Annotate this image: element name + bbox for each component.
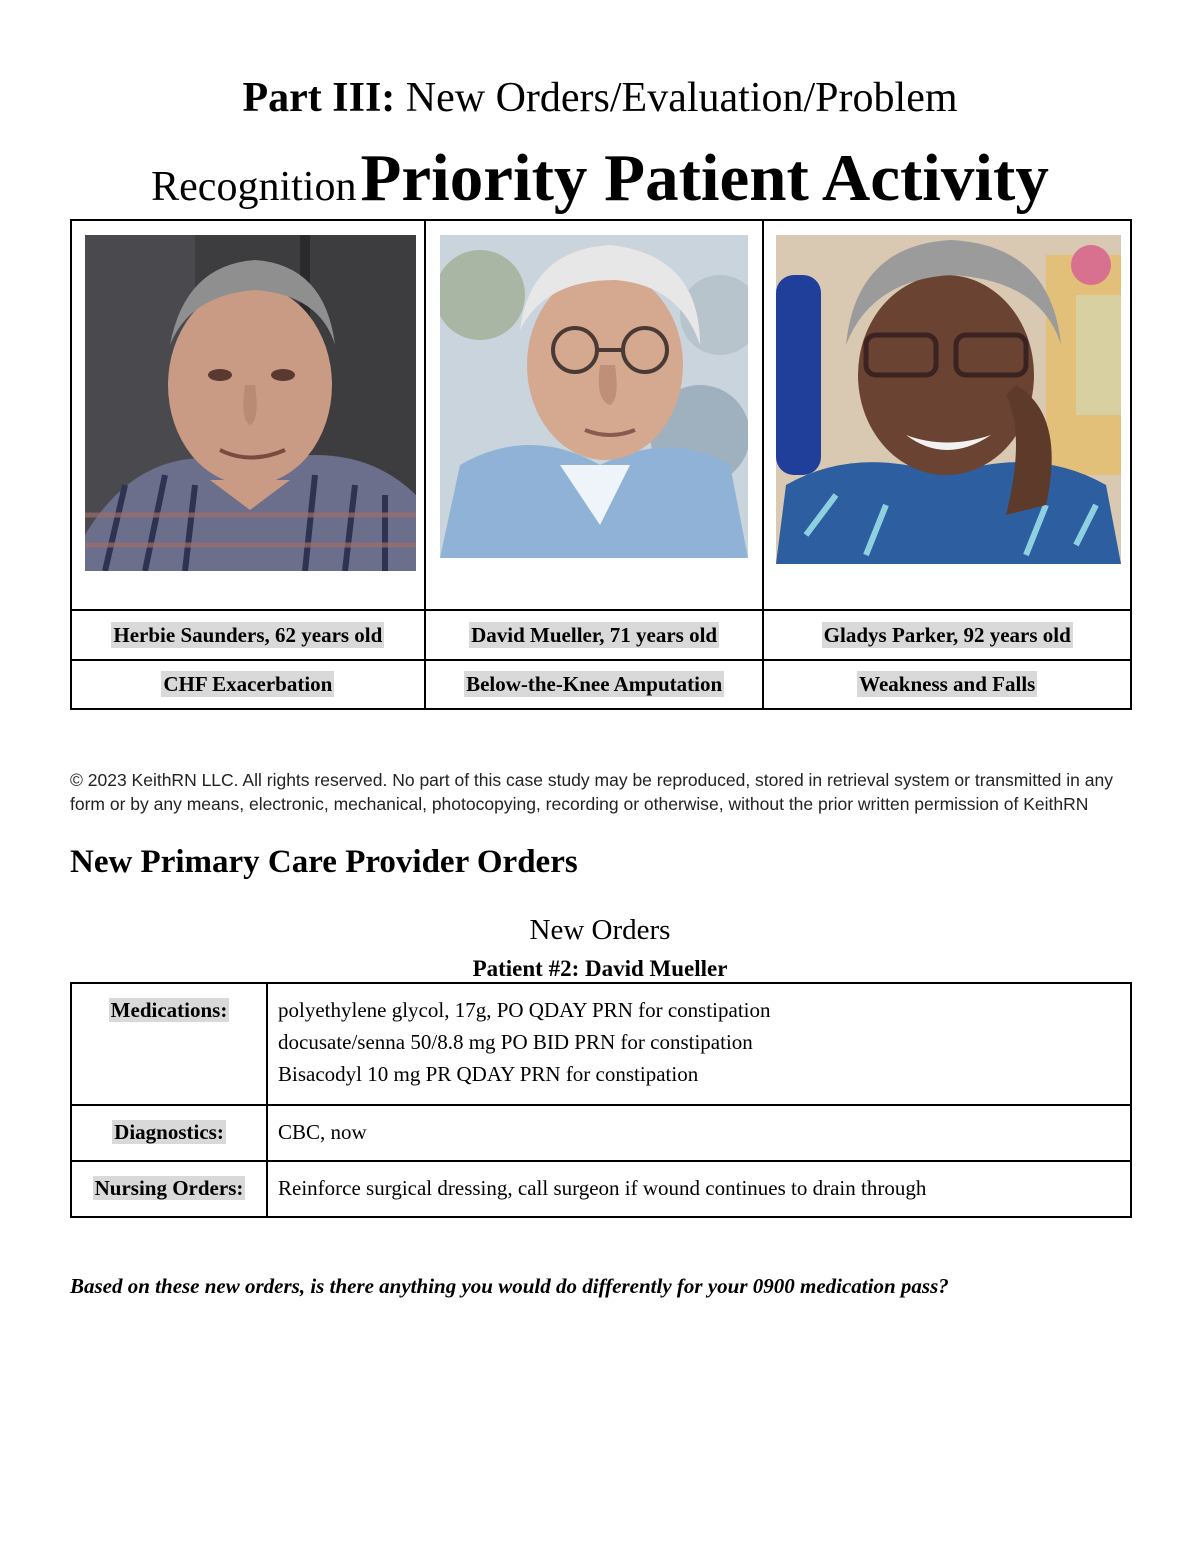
medications-label-cell xyxy=(71,983,267,1105)
nursing-orders-value-cell xyxy=(267,1161,1131,1217)
patient-2-photo xyxy=(440,235,748,558)
reflection-question: Based on these new orders, is there anything you would do differently for your 0900 medication pass? xyxy=(70,1274,949,1298)
patient-3-name: Gladys Parker, 92 years old xyxy=(823,622,1071,647)
orders-row-medications xyxy=(71,983,1131,1105)
section-heading: New Primary Care Provider Orders xyxy=(70,844,578,880)
title-recognition: Recognition xyxy=(151,164,357,210)
patients-table xyxy=(70,219,1132,710)
patient-2-condition-cell xyxy=(425,660,764,709)
patient-1-photo-cell xyxy=(71,220,425,610)
patient-3-condition-cell xyxy=(763,660,1131,709)
diagnostics-label-cell xyxy=(71,1105,267,1161)
copyright-notice: © 2023 KeithRN LLC. All rights reserved. No part of this case study may be reproduced, stored in retrieval system or transmitted in any form or by any means, electronic, mechanical, photocopying, recording or otherwise, without the prior written permission of KeithRN xyxy=(70,770,1113,814)
orders-patient: Patient #2: David Mueller xyxy=(472,956,728,981)
patient-1-condition-cell xyxy=(71,660,425,709)
diagnostics-label: Diagnostics: xyxy=(114,1120,224,1144)
patient-1-condition: CHF Exacerbation xyxy=(163,671,333,696)
orders-row-diagnostics xyxy=(71,1105,1131,1161)
title-priority-activity: Priority Patient Activity xyxy=(360,141,1049,215)
part-label: Part III: xyxy=(242,75,396,121)
patient-1-name-cell xyxy=(71,610,425,659)
patient-2-name: David Mueller, 71 years old xyxy=(471,622,718,647)
patient-3-photo-cell xyxy=(763,220,1131,610)
diagnostics-value-cell xyxy=(267,1105,1131,1161)
patient-3-name-cell xyxy=(763,610,1131,659)
patient-3-photo xyxy=(776,235,1121,564)
medication-line: Bisacodyl 10 mg PR QDAY PRN for constipation xyxy=(278,1062,699,1086)
patient-2-photo-cell xyxy=(425,220,764,610)
orders-title: New Orders xyxy=(529,914,671,946)
title-rest: New Orders/Evaluation/Problem xyxy=(405,75,958,121)
orders-table xyxy=(70,982,1132,1218)
diagnostic-line: CBC, now xyxy=(278,1120,367,1144)
medication-line: docusate/senna 50/8.8 mg PO BID PRN for constipation xyxy=(278,1030,753,1054)
nursing-orders-label-cell xyxy=(71,1161,267,1217)
medications-label: Medications: xyxy=(110,998,228,1022)
medication-line: polyethylene glycol, 17g, PO QDAY PRN for constipation xyxy=(278,998,771,1022)
medications-value-cell xyxy=(267,983,1131,1105)
patient-2-name-cell xyxy=(425,610,764,659)
nursing-order-line: Reinforce surgical dressing, call surgeon if wound continues to drain through xyxy=(278,1176,927,1200)
patient-2-condition: Below-the-Knee Amputation xyxy=(466,671,723,696)
patient-1-photo xyxy=(85,235,416,571)
patient-1-name: Herbie Saunders, 62 years old xyxy=(113,622,383,647)
orders-row-nursing xyxy=(71,1161,1131,1217)
patient-3-condition: Weakness and Falls xyxy=(859,671,1036,696)
page-title-line-1 xyxy=(0,70,1200,126)
nursing-orders-label: Nursing Orders: xyxy=(94,1176,244,1200)
